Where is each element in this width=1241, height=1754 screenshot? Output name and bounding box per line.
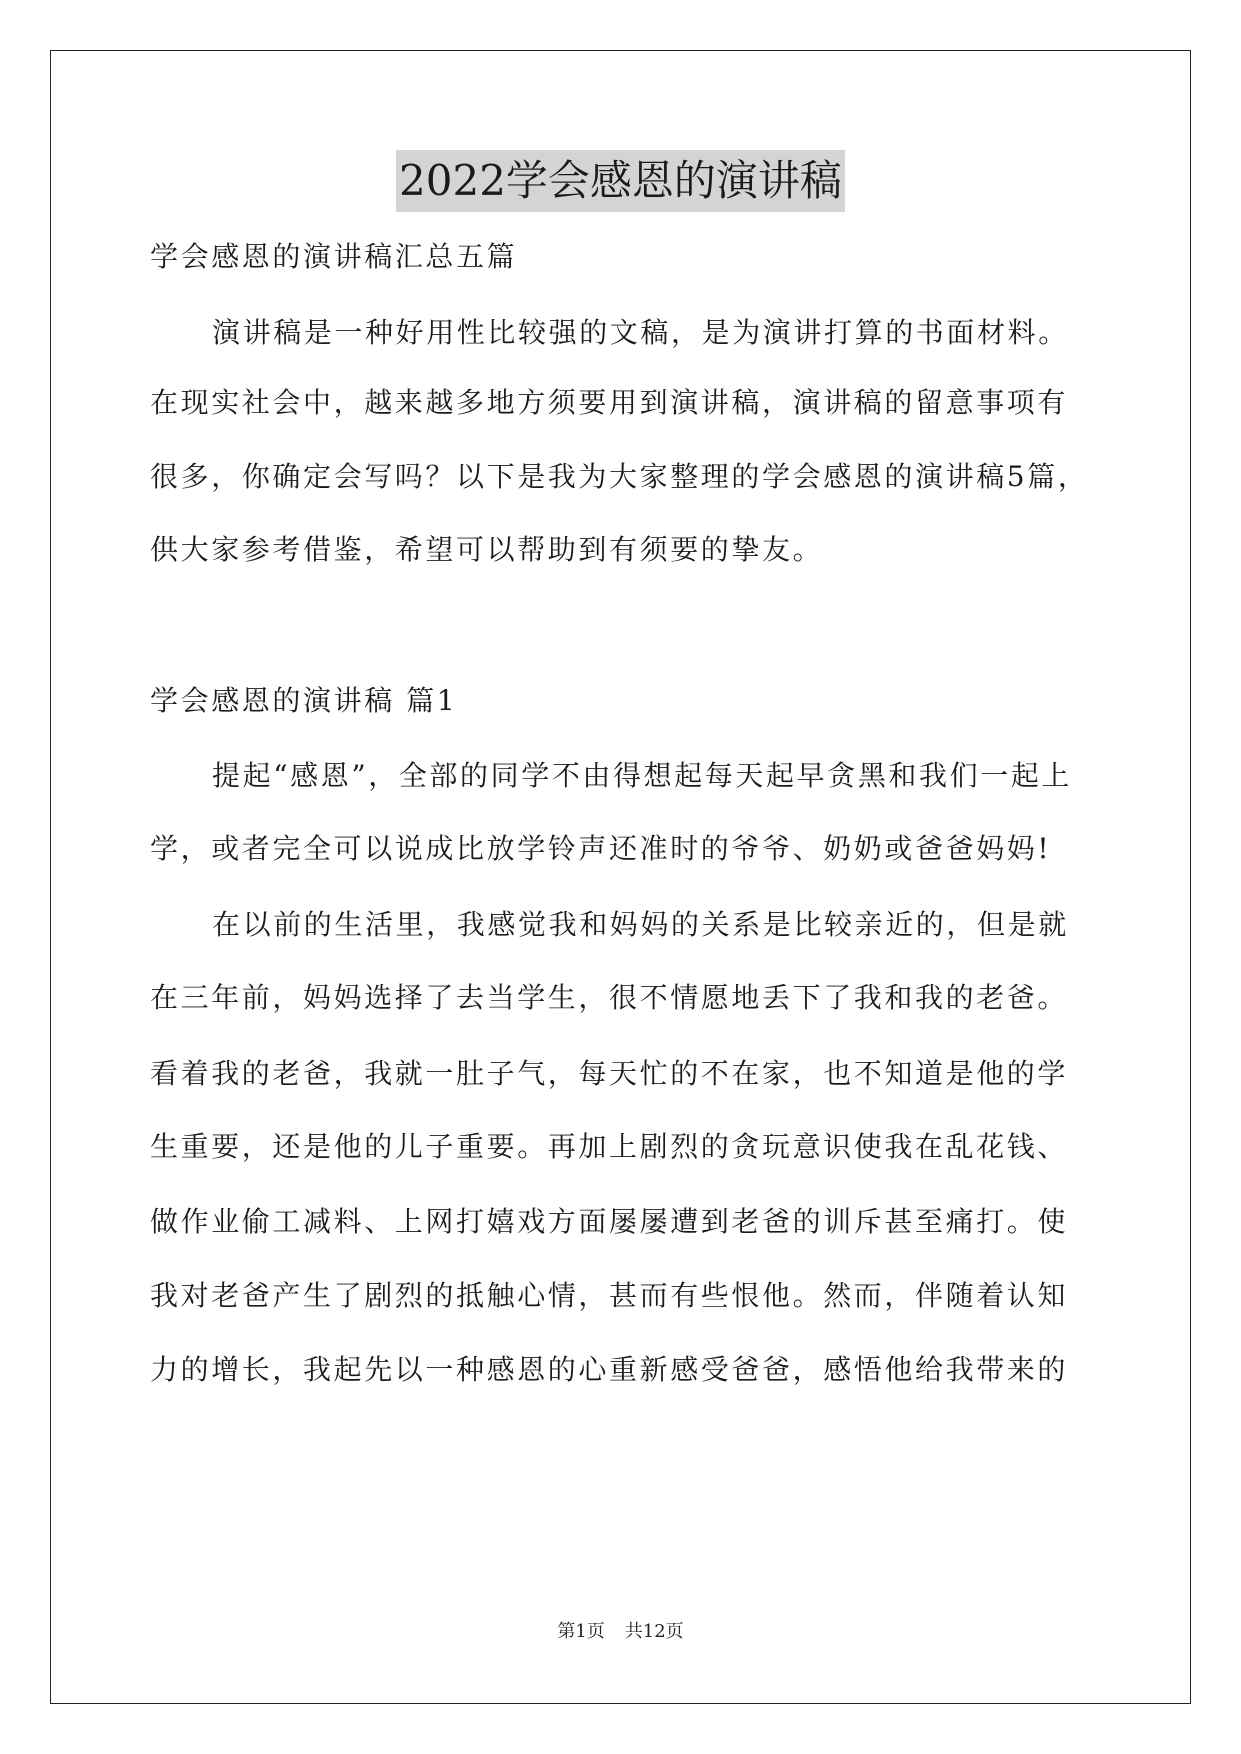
paragraph2-line-5: 做作业偷工减料、上网打嬉戏方面屡屡遭到老爸的训斥甚至痛打。使 bbox=[150, 1205, 1069, 1238]
page-footer bbox=[0, 1620, 1241, 1644]
paragraph2-line-1: 在以前的生活里，我感觉我和妈妈的关系是比较亲近的，但是就 bbox=[212, 908, 1069, 941]
page-border bbox=[50, 50, 1191, 1704]
intro-line-2: 在现实社会中，越来越多地方须要用到演讲稿，演讲稿的留意事项有 bbox=[150, 386, 1069, 419]
paragraph2-line-6: 我对老爸产生了剧烈的抵触心情，甚而有些恨他。然而，伴随着认知 bbox=[150, 1279, 1069, 1312]
paragraph2-line-4: 生重要，还是他的儿子重要。再加上剧烈的贪玩意识使我在乱花钱、 bbox=[150, 1130, 1069, 1163]
section-heading: 学会感恩的演讲稿 篇1 bbox=[150, 684, 458, 717]
paragraph2-line-7: 力的增长，我起先以一种感恩的心重新感受爸爸，感悟他给我带来的 bbox=[150, 1353, 1069, 1386]
intro-line-3: 很多，你确定会写吗？以下是我为大家整理的学会感恩的演讲稿5篇， bbox=[150, 460, 1089, 493]
title-container bbox=[0, 150, 1241, 212]
paragraph1-line-1: 提起“感恩”，全部的同学不由得想起每天起早贪黑和我们一起上 bbox=[212, 759, 1073, 792]
intro-line-1: 演讲稿是一种好用性比较强的文稿，是为演讲打算的书面材料。 bbox=[212, 316, 1069, 349]
intro-line-4: 供大家参考借鉴，希望可以帮助到有须要的挚友。 bbox=[150, 533, 824, 566]
subtitle: 学会感恩的演讲稿汇总五篇 bbox=[150, 240, 518, 273]
paragraph2-line-3: 看着我的老爸，我就一肚子气，每天忙的不在家，也不知道是他的学 bbox=[150, 1057, 1069, 1090]
paragraph1-line-2: 学，或者完全可以说成比放学铃声还准时的爷爷、奶奶或爸爸妈妈! bbox=[150, 832, 1052, 865]
page-number: 第1页 bbox=[557, 1621, 605, 1642]
document-title: 2022学会感恩的演讲稿 bbox=[396, 150, 845, 212]
page-total: 共12页 bbox=[624, 1621, 684, 1642]
paragraph2-line-2: 在三年前，妈妈选择了去当学生，很不情愿地丢下了我和我的老爸。 bbox=[150, 981, 1069, 1014]
